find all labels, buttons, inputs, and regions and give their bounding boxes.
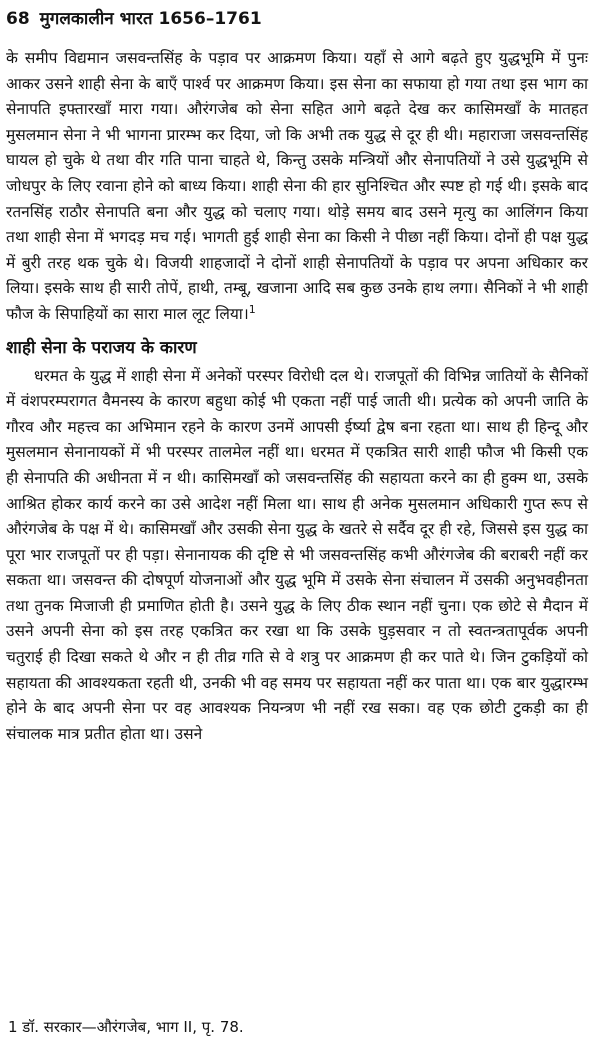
body-paragraph-1 [6, 46, 588, 328]
page-header [6, 6, 588, 46]
footnote-marker: 1 [248, 302, 256, 316]
section-heading: शाही सेना के पराजय के कारण [6, 337, 197, 358]
running-title: मुगलकालीन भारत 1656–1761 [39, 9, 262, 29]
paragraph-text: के समीप विद्यमान जसवन्तसिंह के पड़ाव पर आक्रमण किया। यहाँ से आगे बढ़ते हुए युद्धभूमि में पुनः आकर उसने शाही सेना के बाएँ पार्श्व पर आक्रमण किया। इस सेना का सफाया हो गया तथा इस भाग का सेनापति इफ्तारखाँ मारा गया। औरंगजेब को सेना सहित आगे बढ़ते देख कर कासिमखाँ के मातहत मुसलमान सेना ने भी भागना प्रारम्भ कर दिया, जो कि अभी तक युद्ध से दूर ही थी। महाराजा जसवन्तसिंह घायल हो चुके थे तथा वीर गति पाना चाहते थे, किन्तु उसके मन्त्रियों और सेनापतियों ने उसे युद्धभूमि से जोधपुर के लिए रवाना होने को बाध्य किया। शाही सेना की हार सुनिश्चित और स्पष्ट हो गई थी। इसके बाद रतनसिंह राठौर सेनापति बना और युद्ध को चलाए गया। थोड़े समय बाद उसने मृत्यु का आलिंगन किया तथा शाही सेना में भगदड़ मच गई। भागती हुई शाही सेना का किसी ने पीछा नहीं किया। दोनों ही पक्ष युद्ध में बुरी तरह थक चुके थे। विजयी शाहजादों ने दोनों शाही सेनापतियों के पड़ाव पर अपना अधिकार कर लिया। इसके साथ ही सारी तोपें, हाथी, तम्बू, खजाना आदि सब कुछ उनके हाथ लगा। सैनिकों ने भी शाही फौज के सिपाहियों का सारा माल लूट लिया। [6, 49, 588, 323]
page-number: 68 [6, 9, 30, 29]
footnote: 1 डॉ. सरकार—औरंगजेब, भाग II, पृ. 78. [8, 1018, 244, 1036]
body-paragraph-2: धरमत के युद्ध में शाही सेना में अनेकों परस्पर विरोधी दल थे। राजपूतों की विभिन्न जातियों के सैनिकों में वंशपरम्परागत वैमनस्य के कारण बहुधा कोई भी एकता नहीं पाई जाती थी। प्रत्येक को अपनी जाति के गौरव और महत्त्व का अभिमान रहने के कारण उनमें आपसी ईर्ष्या द्वेष बना रहता था। साथ ही हिन्दू और मुसलमान सेनानायकों में भी परस्पर तालमेल नहीं था। धरमत में एकत्रित सारी शाही फौज भी किसी एक ही सेनापति की अधीनता में न थी। कासिमखाँ को जसवन्तसिंह की सहायता करने का ही हुक्म था, उसके आश्रित होकर कार्य करने का उसे आदेश नहीं मिला था। साथ ही अनेक मुसलमान अधिकारी गुप्त रूप से औरंगजेब के पक्ष में थे। कासिमखाँ और उसकी सेना युद्ध के खतरे से सर्दैव दूर ही रहे, जिससे इस युद्ध का पूरा भार राजपूतों पर ही पड़ा। सेनानायक की दृष्टि से भी जसवन्तसिंह कभी औरंगजेब की बराबरी नहीं कर सकता था। जसवन्त की दोषपूर्ण योजनाओं और युद्ध भूमि में उसके सेना संचालन में उसकी अनुभवहीनता तथा तुनक मिजाजी ही प्रमाणित होती है। उसने युद्ध के लिए ठीक स्थान नहीं चुना। एक छोटे से मैदान में उसने अपनी सेना को इस तरह एकत्रित कर रखा था कि उसके घुड़सवार न तो स्वतन्त्रतापूर्वक अपनी चतुराई ही दिखा सकते थे और न ही तीव्र गति से वे शत्रु पर आक्रमण ही कर पाते थे। जिन टुकड़ियों को सहायता की आवश्यकता रहती थी, उनकी भी वह समय पर सहायता नहीं कर पाता था। एक बार युद्धारम्भ होने के बाद अपनी सेना पर वह आवश्यक नियन्त्रण भी नहीं रख सका। वह एक छोटी टुकड़ी का ही संचालक मात्र प्रतीत होता था। उसने [6, 366, 588, 743]
